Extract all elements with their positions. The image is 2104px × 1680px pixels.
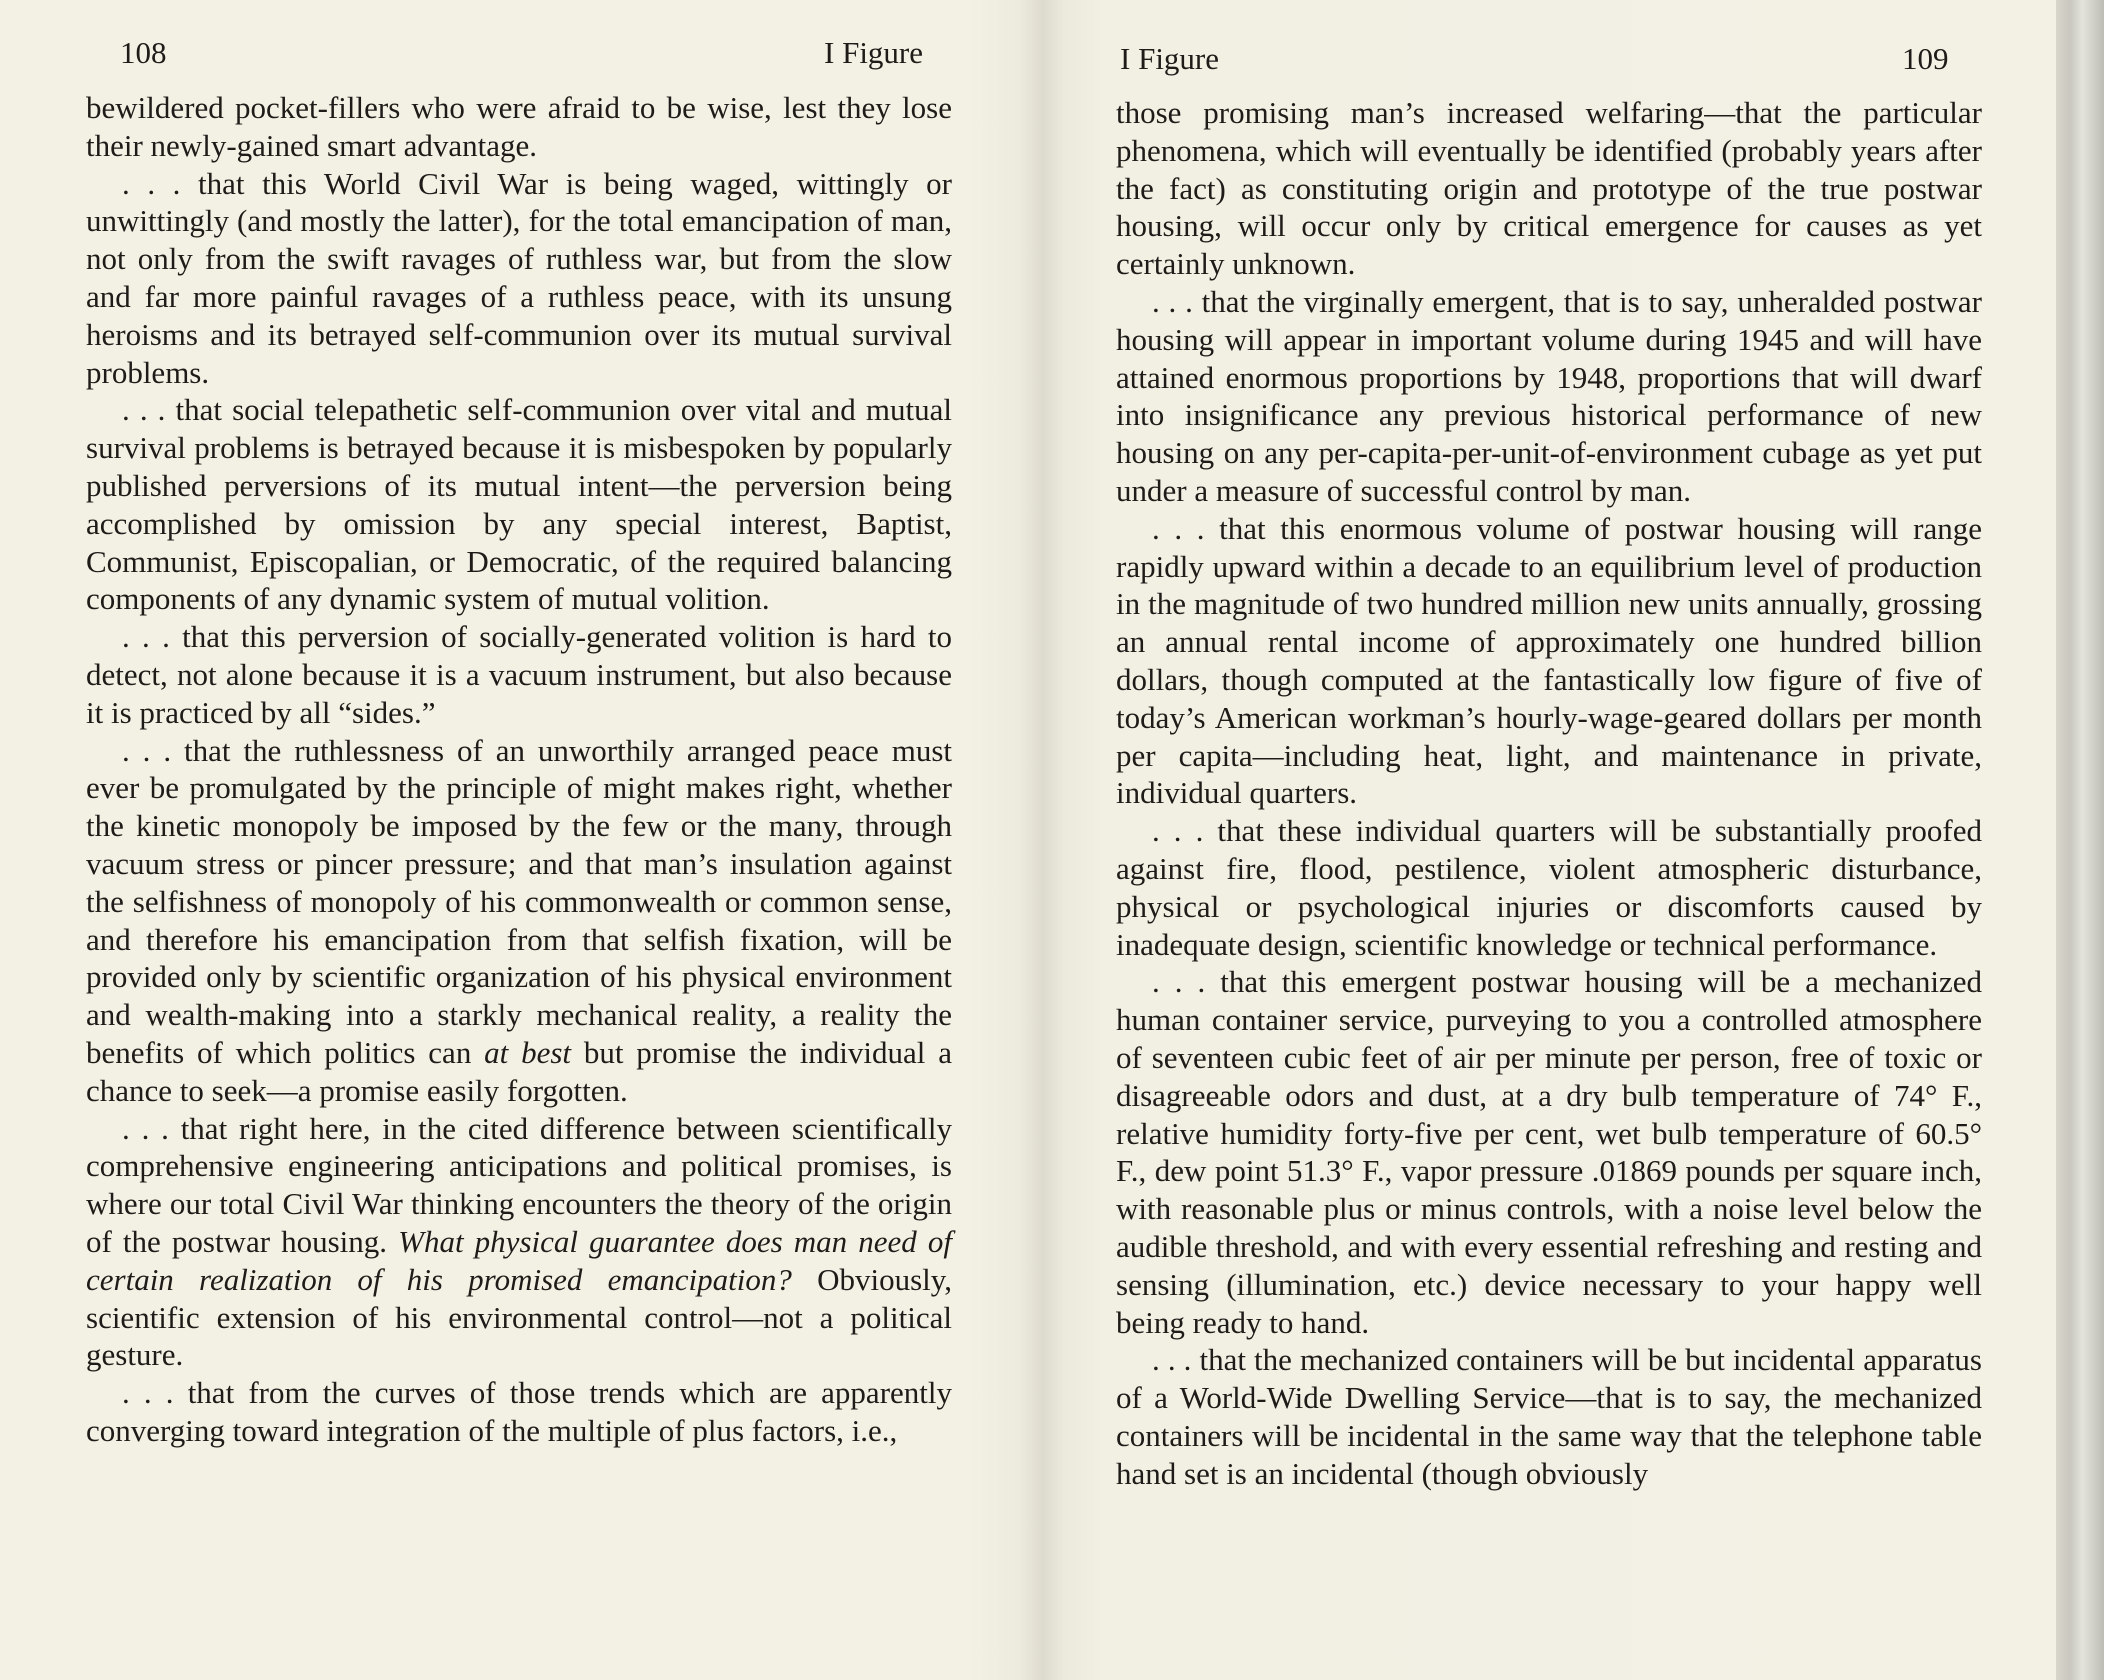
paragraph bbox=[86, 1374, 952, 1450]
right-page-body bbox=[1116, 94, 1982, 1492]
right-page bbox=[1042, 0, 2056, 1680]
paragraph bbox=[86, 1110, 952, 1375]
paragraph bbox=[86, 618, 952, 731]
paragraph-text: bewildered pocket-fillers who were afraid to be wise, lest they lose their newly-gained smart advantage. bbox=[86, 90, 952, 163]
left-page-body bbox=[86, 89, 952, 1450]
page-number-right: 109 bbox=[1902, 41, 1949, 76]
paragraph bbox=[86, 89, 952, 165]
paragraph bbox=[1116, 812, 1982, 963]
paragraph bbox=[86, 391, 952, 618]
paragraph bbox=[1116, 1341, 1982, 1492]
paragraph-text: . . . that these individual quarters will be substantially proofed against fire, flood, pestilence, violent atmospheric disturbance, physical or psychological injuries or discomforts caused by inadequate design, scientific knowledge or technical performance. bbox=[1116, 813, 1982, 962]
italic-text: What physical guarantee does man need of certain realization of his promised emancipation? bbox=[86, 1223, 952, 1297]
running-title-left: I Figure bbox=[824, 35, 924, 70]
paragraph bbox=[1116, 510, 1982, 812]
paragraph-text: . . . that social telepathetic self-communion over vital and mutual survival problems is betrayed because it is misbespoken by popularly published perversions of its mutual intent—the perversion being accomplished by omission by any special interest, Baptist, Communist, Episcopalian, or Democratic, of the required balancing components of any dynamic system of mutual volition. bbox=[86, 392, 952, 617]
paragraph-text: . . . that the ruthlessness of an unworthily arranged peace must ever be promulgated by the principle of might makes right, whether the kinetic monopoly be imposed by the few or the many, through vacuum stress or pincer pressure; and that man’s insulation against the selfishness of monopoly of his commonwealth or common sense, and therefore his emancipation from that selfish fixation, will be provided only by scientific organization of his physical environment and wealth-making into a starkly mechanical reality, a reality the benefits of which politics can bbox=[86, 732, 952, 1070]
paragraph-text: . . . that this World Civil War is being waged, wittingly or unwittingly (and mostly the latter), for the total emancipation of man, not only from the swift ravages of ruthless war, but from the slow and far more painful ravages of a ruthless peace, with its unsung heroisms and its betrayed self-communion over its mutual survival problems. bbox=[86, 165, 952, 390]
paragraph bbox=[1116, 94, 1982, 283]
paragraph bbox=[86, 732, 952, 1110]
italic-text: at best bbox=[484, 1034, 572, 1070]
paragraph-text: . . . that from the curves of those trends which are apparently converging toward integration of the multiple of plus factors, i.e., bbox=[86, 1375, 952, 1448]
paragraph-text: but promise the individual a chance to seek—a promise easily forgotten. bbox=[86, 1034, 952, 1108]
paragraph bbox=[1116, 963, 1982, 1341]
paragraph-text: . . . that the virginally emergent, that is to say, unheralded postwar housing will appear in important volume during 1945 and will have attained enormous proportions by 1948, proportions that will dwarf into insignificance any previous historical performance of new housing on any per-capita-per-unit-of-environment cubage as yet put under a measure of successful control by man. bbox=[1116, 283, 1982, 508]
left-page bbox=[0, 0, 1042, 1680]
page-edge bbox=[2056, 0, 2104, 1680]
running-title-right: I Figure bbox=[1120, 41, 1220, 76]
paragraph-text: . . . that this perversion of socially-generated volition is hard to detect, not alone because it is a vacuum instrument, but also because it is practiced by all “sides.” bbox=[86, 619, 952, 730]
paragraph bbox=[1116, 283, 1982, 510]
paragraph-text: those promising man’s increased welfaring—that the particular phenomena, which will eventually be identified (probably years after the fact) as constituting origin and prototype of the true postwar housing, will occur only by critical emergence for causes as yet certainly unknown. bbox=[1116, 95, 1982, 282]
paragraph-text: . . . that the mechanized containers will be but incidental apparatus of a World-Wide Dwelling Service—that is to say, the mechanized containers will be incidental in the same way that the telephone table hand set is an incidental (though obviously bbox=[1116, 1342, 1982, 1491]
paragraph-text: Obviously, scientific extension of his environmental control—not a political gesture. bbox=[86, 1261, 952, 1373]
page-number-left: 108 bbox=[120, 35, 167, 70]
paragraph-text: . . . that right here, in the cited difference between scientifically comprehensive engineering anticipations and political promises, is where our total Civil War thinking encounters the theory of the origin of the postwar housing. bbox=[86, 1110, 952, 1259]
paragraph-text: . . . that this enormous volume of postwar housing will range rapidly upward within a decade to an equilibrium level of production in the magnitude of two hundred million new units annually, grossing an annual rental income of approximately one hundred billion dollars, though computed at the fantastically low figure of five of today’s American workman’s hourly-wage-geared dollars per month per capita—including heat, light, and maintenance in private, individual quarters. bbox=[1116, 510, 1982, 811]
paragraph bbox=[86, 165, 952, 392]
paragraph-text: . . . that this emergent postwar housing will be a mechanized human container service, purveying to you a controlled atmosphere of seventeen cubic feet of air per minute per person, free of toxic or disagreeable odors and dust, at a dry bulb temperature of 74° F., relative humidity forty-five per cent, wet bulb temperature of 60.5° F., dew point 51.3° F., vapor pressure .01869 pounds per square inch, with reasonable plus or minus controls, with a noise level below the audible threshold, and with every essential refreshing and resting and sensing (illumination, etc.) device necessary to your happy well being ready to hand. bbox=[1116, 964, 1982, 1340]
